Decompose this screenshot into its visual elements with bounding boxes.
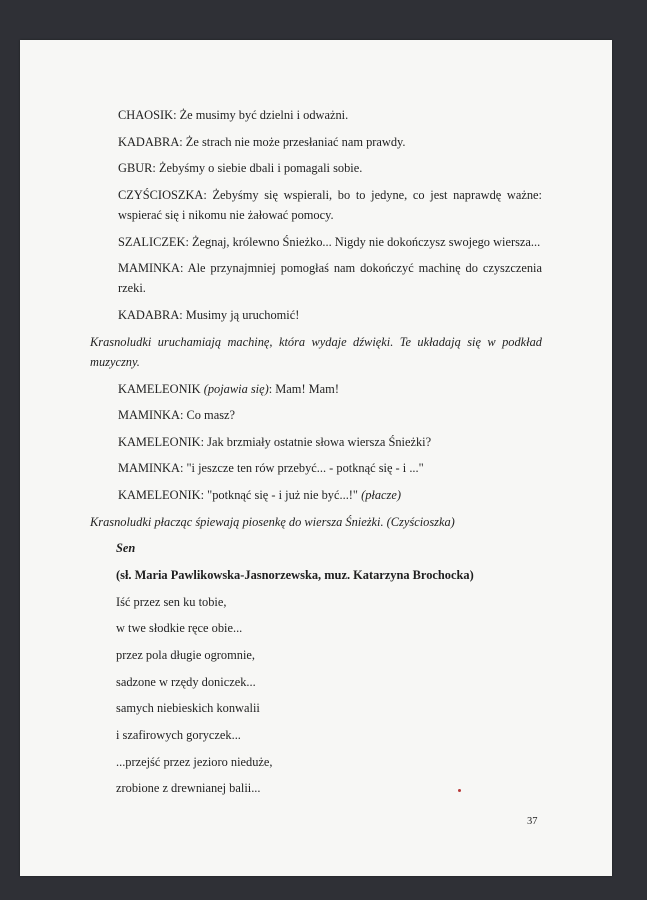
dialogue-line: CZYŚCIOSZKA: Żebyśmy się wspierali, bo to jedyne, co jest naprawdę ważne: bbox=[118, 188, 542, 202]
stage-direction-continuation: muzyczny. bbox=[90, 355, 140, 369]
document-page bbox=[20, 40, 612, 876]
poem-line: ...przejść przez jezioro nieduże, bbox=[116, 755, 273, 769]
speaker-name: KAMELEONIK bbox=[118, 382, 201, 396]
dialogue-line bbox=[118, 487, 401, 503]
dialogue-line: SZALICZEK: Żegnaj, królewno Śnieżko... Nigdy nie dokończysz swojego wiersza... bbox=[118, 235, 541, 249]
dialogue-line: MAMINKA: Ale przynajmniej pomogłaś nam dokończyć machinę do czyszczenia bbox=[118, 261, 542, 275]
poem-line: w twe słodkie ręce obie... bbox=[116, 621, 243, 635]
poem-line: samych niebieskich konwalii bbox=[116, 701, 260, 715]
poem-line: i szafirowych goryczek... bbox=[116, 728, 241, 742]
stage-direction: Krasnoludki płacząc śpiewają piosenkę do wiersza Śnieżki. (Czyścioszka) bbox=[90, 515, 455, 529]
page-number: 37 bbox=[527, 816, 538, 827]
dialogue-line: MAMINKA: Co masz? bbox=[118, 408, 236, 422]
poem-line: zrobione z drewnianej balii... bbox=[116, 781, 261, 795]
dialogue-continuation: rzeki. bbox=[118, 281, 146, 295]
ink-speck bbox=[458, 789, 461, 792]
song-credits: (sł. Maria Pawlikowska-Jasnorzewska, muz. Katarzyna Brochocka) bbox=[116, 568, 474, 582]
dialogue-text: : Mam! Mam! bbox=[268, 382, 339, 396]
stage-aside: (pojawia się) bbox=[203, 382, 269, 396]
poem-line: przez pola długie ogromnie, bbox=[116, 648, 256, 662]
poem-line: sadzone w rzędy doniczek... bbox=[116, 675, 256, 689]
dialogue-line: MAMINKA: "i jeszcze ten rów przebyć... - potknąć się - i ..." bbox=[118, 461, 424, 475]
dialogue-line: CHAOSIK: Że musimy być dzielni i odważni. bbox=[118, 108, 349, 122]
song-title: Sen bbox=[116, 541, 136, 555]
poem-line: Iść przez sen ku tobie, bbox=[116, 595, 227, 609]
dialogue-line: GBUR: Żebyśmy o siebie dbali i pomagali sobie. bbox=[118, 161, 363, 175]
stage-aside: (płacze) bbox=[361, 488, 402, 502]
dialogue-text: KAMELEONIK: "potknąć się - i już nie być...!" bbox=[118, 488, 358, 502]
dialogue-line: KADABRA: Że strach nie może przesłaniać nam prawdy. bbox=[118, 135, 406, 149]
dialogue-line: KAMELEONIK: Jak brzmiały ostatnie słowa wiersza Śnieżki? bbox=[118, 435, 432, 449]
stage-direction: Krasnoludki uruchamiają machinę, która wydaje dźwięki. Te układają się w podkład bbox=[90, 335, 542, 349]
dialogue-continuation: wspierać się i nikomu nie żałować pomocy. bbox=[118, 208, 334, 222]
dialogue-line: KADABRA: Musimy ją uruchomić! bbox=[118, 308, 300, 322]
dialogue-line bbox=[118, 381, 339, 397]
